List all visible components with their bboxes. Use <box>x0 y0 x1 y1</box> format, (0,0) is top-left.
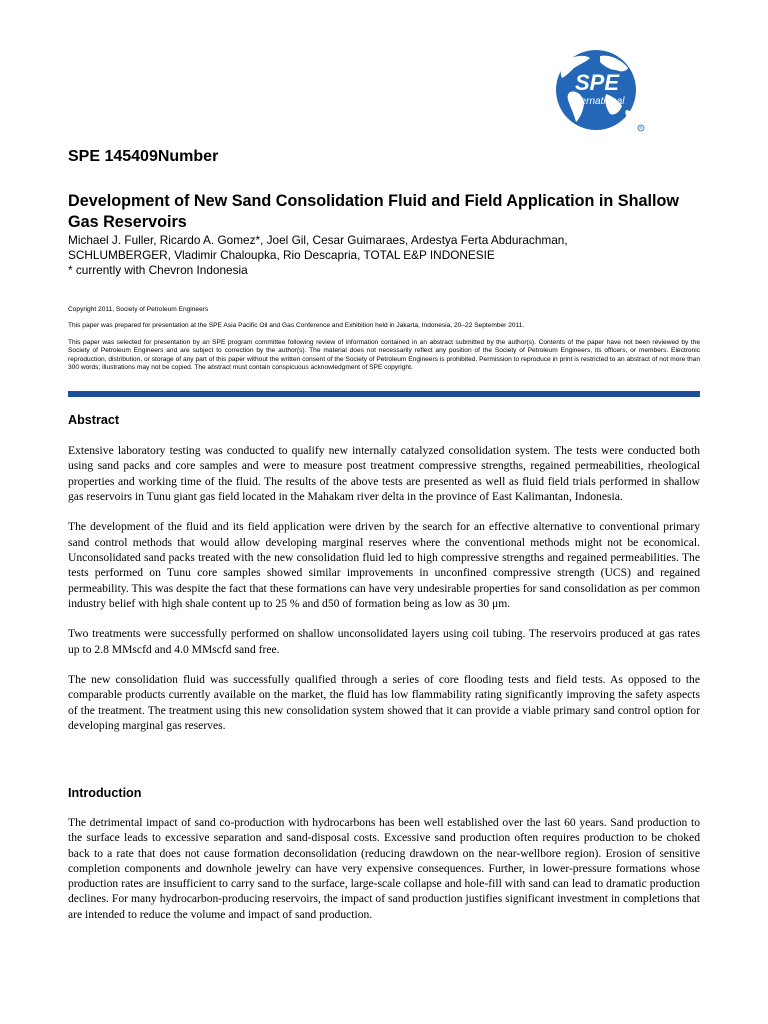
introduction-heading: Introduction <box>68 786 142 800</box>
introduction-paragraph: The detrimental impact of sand co-production with hydrocarbons has been well established over the last 60 years. Sand production to the surface leads to excessive separation and sand-disposal costs. Excessive sand production often requires production to be choked back to a rate that does not cause formation deconsolidation (reducing drawdown on the near-wellbore region). Erosion of sensitive completion components and downhole jewelry can have very expensive consequences. Further, in lower-pressure formations whose production rates are insufficient to carry sand to the surface, large-scale collapse and hole-fill with sand can lead to dramatic production declines. For many hydrocarbon-producing reservoirs, the impact of sand production justifies significant investment in completions that are intended to reduce the volume and impact of sand production. <box>68 816 700 921</box>
copyright-notice <box>68 306 700 372</box>
abstract-paragraph: Two treatments were successfully performed on shallow unconsolidated layers using coil tubing. The reservoirs produced at gas rates up to 2.8 MMscfd and 4.0 MMscfd sand free. <box>68 627 700 656</box>
copyright-line: Copyright 2011, Society of Petroleum Engineers <box>68 306 209 313</box>
paper-title: Development of New Sand Consolidation Fluid and Field Application in Shallow Gas Reservoirs <box>68 192 679 231</box>
abstract-paragraph: The development of the fluid and its field application were driven by the search for an effective alternative to conventional primary sand control methods that would allow developing marginal reserves where the conventional methods might not be economical. Unconsolidated sand packs treated with the new consolidation fluid led to high compressive strengths and regained permeabilities. The tests performed on Tunu core samples showed similar improvements in unconfined compressive strength (UCS) and regained permeability. This was despite the fact that these formations can have very undesirable properties for sand consolidation as per common industry belief with high shale content up to 25 % and d50 of formation being as low as 30 μm. <box>68 520 700 610</box>
author-block <box>68 233 708 278</box>
author-line: Michael J. Fuller, Ricardo A. Gomez*, Joel Gil, Cesar Guimaraes, Ardestya Ferta Abdurachman, <box>68 233 568 247</box>
paper-number: SPE 145409Number <box>68 148 219 165</box>
abstract-heading: Abstract <box>68 413 120 427</box>
introduction-body <box>68 815 700 937</box>
abstract-paragraph: The new consolidation fluid was successfully qualified through a series of core flooding tests and field tests. As opposed to the comparable products currently available on the market, the fluid has low flammability rating significantly improving the safety aspects of the treatment. The treatment using this new consolidation system showed that it can provide a viable primary sand control option for developing marginal gas reserves. <box>68 673 700 733</box>
abstract-paragraph: Extensive laboratory testing was conducted to qualify new internally catalyzed consolidation system. The tests were conducted both using sand packs and core samples and were to measure post treatment compressive strengths, regained permeabilities, rheological properties and working time of the fluid. The results of the above tests are presented as well as fluid field trials performed in shallow gas reservoirs in Tunu giant gas field located in the Mahakam river delta in the province of East Kalimantan, Indonesia. <box>68 444 700 503</box>
selection-disclaimer: This paper was selected for presentation by an SPE program committee following review of information contained in an abstract submitted by the author(s). Contents of the paper have not been reviewed by the Society of Petroleum Engineers and are subject to correction by the author(s). The material does not necessarily reflect any position of the Society of Petroleum Engineers, its officers, or members. Electronic reproduction, distribution, or storage of any part of this paper without the written consent of the Society of Petroleum Engineers is prohibited. Permission to reproduce in print is restricted to an abstract of not more than 300 words; illustrations may not be copied. The abstract must contain conspicuous acknowledgment of SPE copyright. <box>68 338 700 372</box>
registered-mark-letter: R <box>639 125 643 131</box>
logo-subtext: International <box>569 96 625 107</box>
author-line: SCHLUMBERGER, Vladimir Chaloupka, Rio Descapria, TOTAL E&P INDONESIE <box>68 248 495 262</box>
section-divider <box>68 391 700 397</box>
author-footnote: * currently with Chevron Indonesia <box>68 263 248 277</box>
spe-international-logo <box>540 48 698 138</box>
abstract-body <box>68 443 700 749</box>
presentation-note: This paper was prepared for presentation at the SPE Asia Pacific Oil and Gas Conference and Exhibition held in Jakarta, Indonesia, 20–22 September 2011. <box>68 322 525 330</box>
logo-text: SPE <box>574 70 620 95</box>
